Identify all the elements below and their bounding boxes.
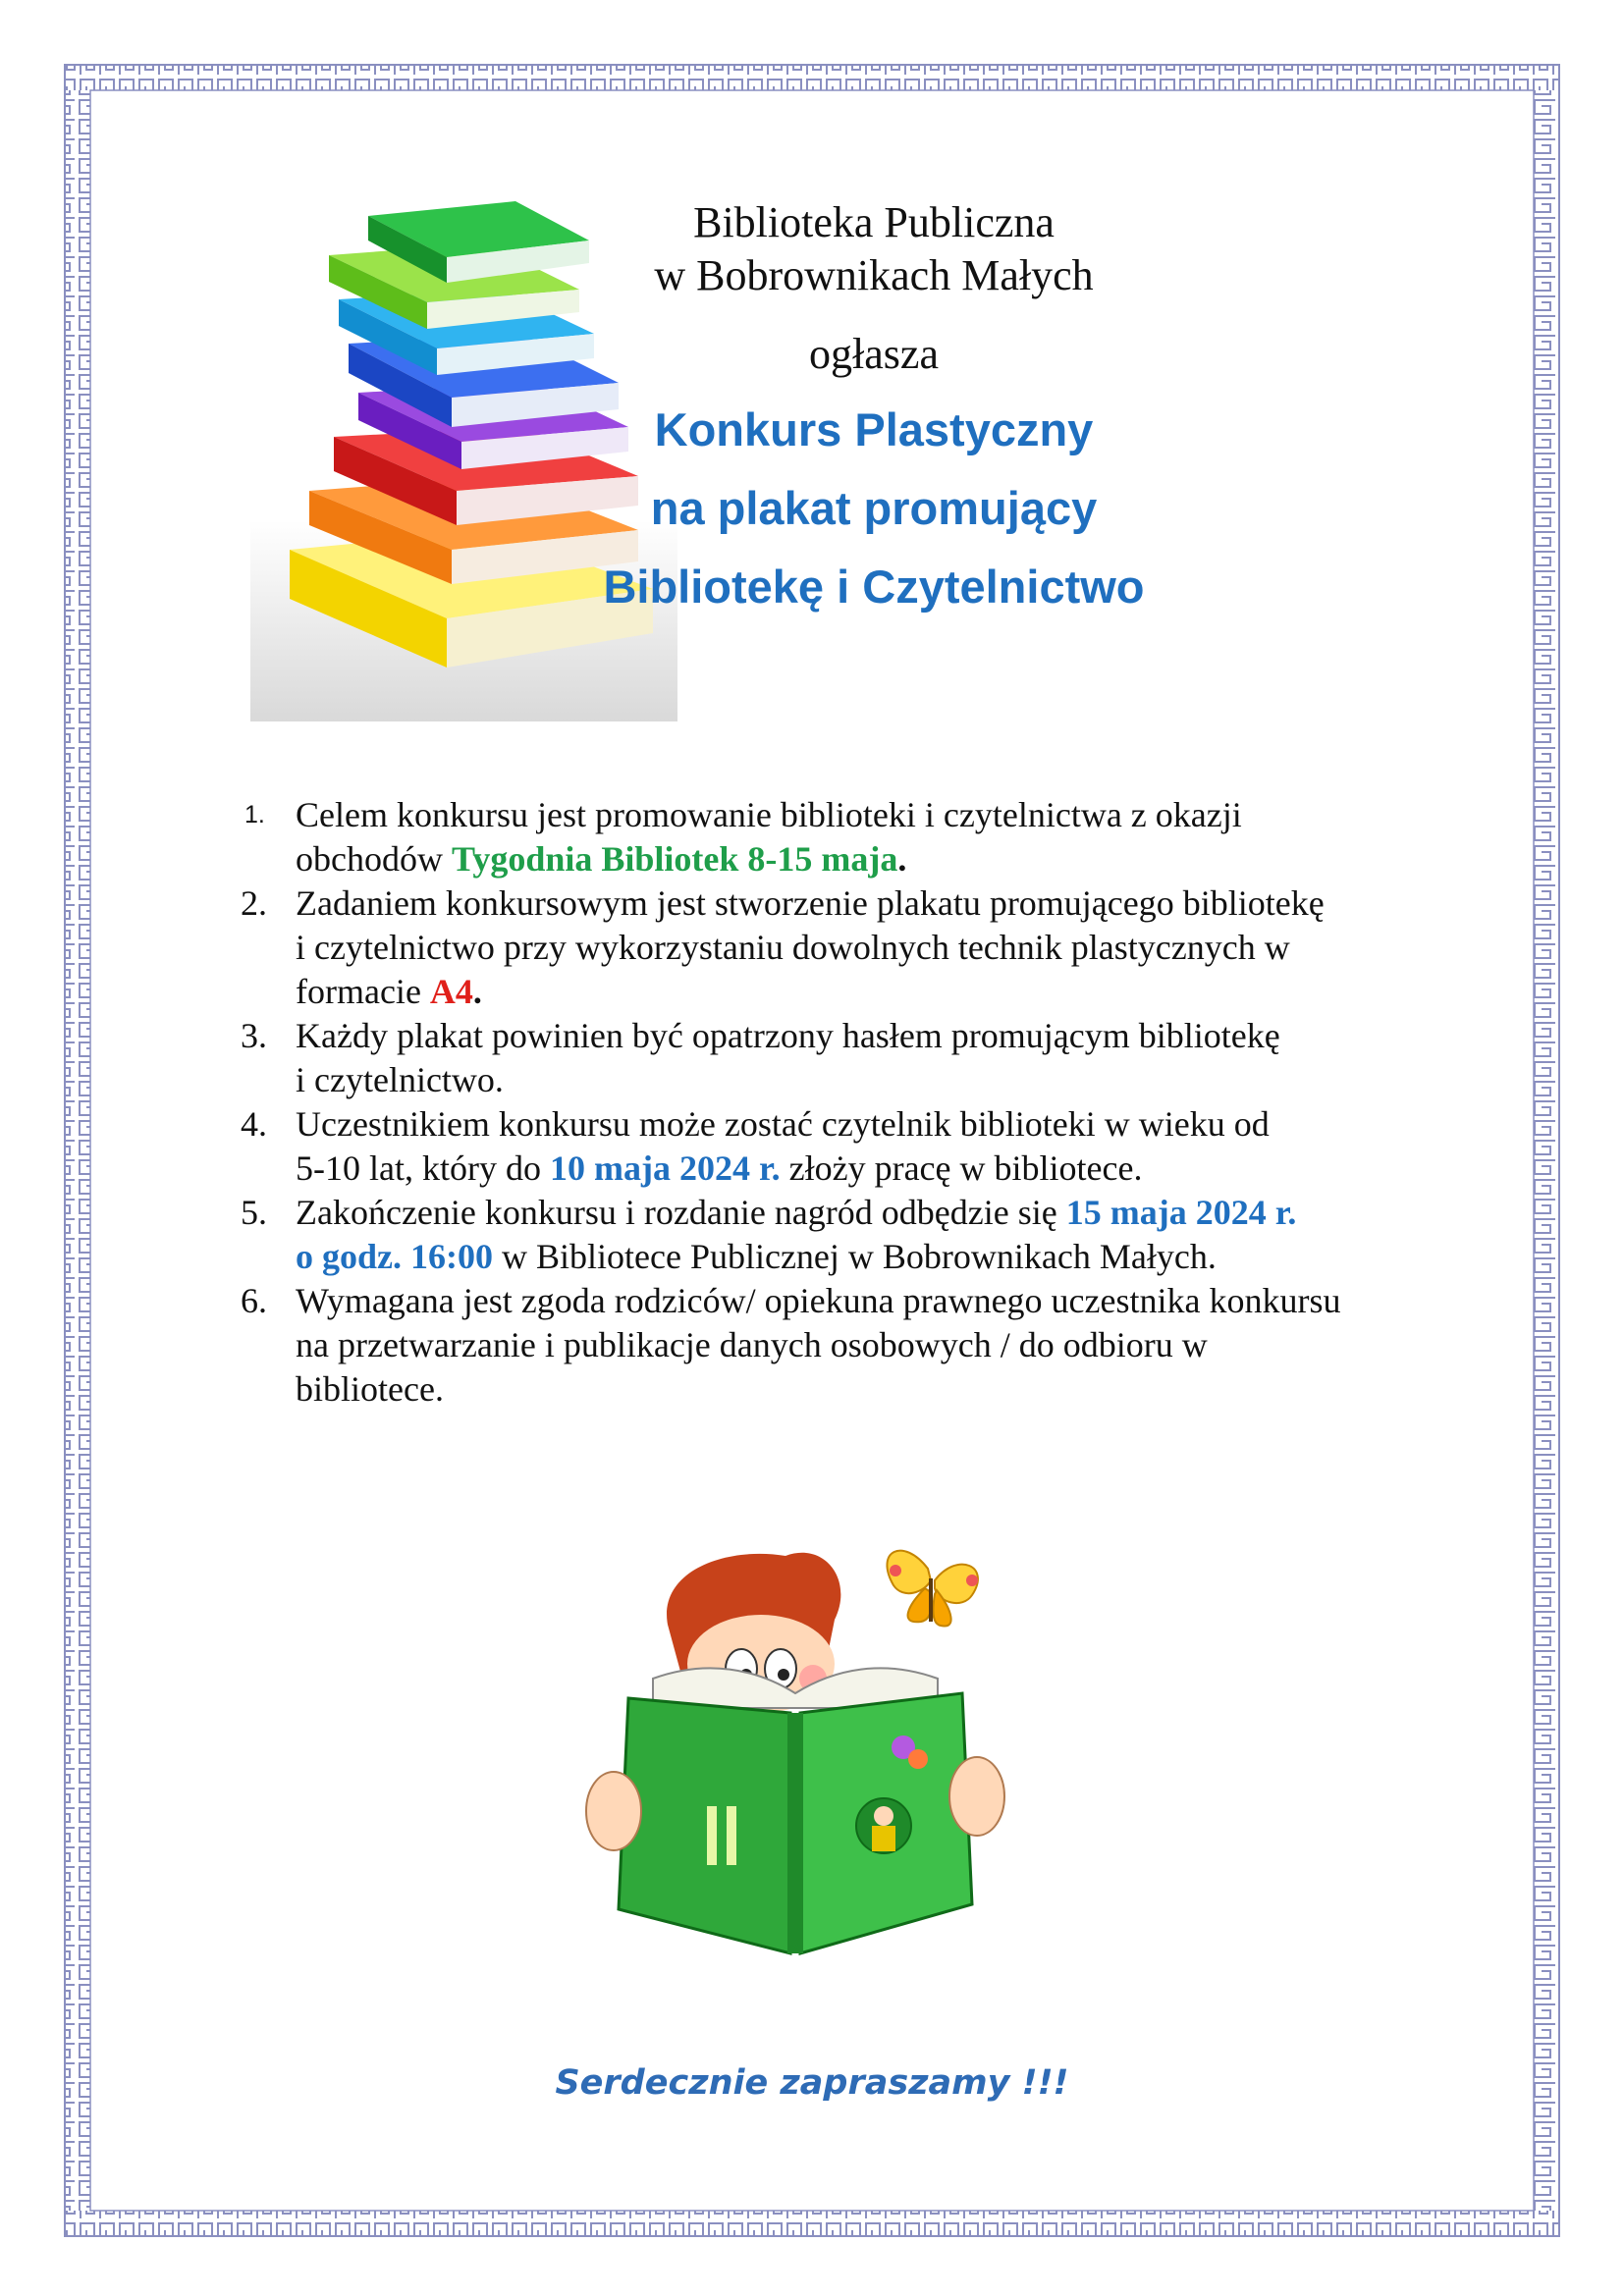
rule-text: na przetwarzanie i publikacje danych osobowych / do odbioru w — [296, 1325, 1208, 1364]
contest-rules-list — [241, 793, 1468, 1412]
rule-number: 3. — [241, 1016, 267, 1055]
rule-highlight: 10 maja 2024 r. — [549, 1148, 781, 1188]
library-name: Biblioteka Publiczna — [693, 198, 1055, 246]
rule-item-3 — [241, 1014, 1468, 1102]
rule-number: 5. — [241, 1193, 267, 1232]
rule-number: 4. — [241, 1104, 267, 1144]
rule-text: bibliotece. — [296, 1369, 444, 1409]
rule-text: 5-10 lat, który do — [296, 1148, 550, 1188]
butterfly-icon — [887, 1551, 978, 1627]
rule-highlight: A4 — [429, 972, 473, 1011]
rule-item-2 — [241, 881, 1468, 1014]
rule-text: . — [897, 839, 907, 879]
rule-text: formacie — [296, 972, 430, 1011]
rule-number: 6. — [241, 1281, 267, 1320]
boy-reading-image — [560, 1531, 1031, 1963]
closing-invitation: Serdecznie zapraszamy !!! — [555, 2063, 1069, 2103]
rule-text: złoży pracę w bibliotece. — [780, 1148, 1143, 1188]
rule-text: Każdy plakat powinien być opatrzony hasłem promującym bibliotekę — [296, 1016, 1280, 1055]
rule-text: . — [472, 972, 482, 1011]
announce-word: ogłasza — [809, 330, 939, 378]
rule-text: w Bibliotece Publicznej w Bobrownikach Małych. — [493, 1237, 1217, 1276]
rule-item-4 — [241, 1102, 1468, 1191]
rule-highlight: 15 maja 2024 r. — [1065, 1193, 1297, 1232]
rule-text: Celem konkursu jest promowanie biblioteki i czytelnictwa z okazji — [296, 795, 1242, 834]
rule-item-5 — [241, 1191, 1468, 1279]
rule-highlight: o godz. 16:00 — [296, 1237, 493, 1276]
contest-title-line-1: Konkurs Plastyczny — [654, 403, 1094, 455]
contest-title-line-3: Bibliotekę i Czytelnictwo — [603, 561, 1145, 613]
rule-highlight: Tygodnia Bibliotek 8-15 maja — [451, 839, 898, 879]
library-location: w Bobrownikach Małych — [654, 251, 1094, 299]
rule-number: 1. — [244, 801, 265, 828]
rule-text: Zadaniem konkursowym jest stworzenie plakatu promującego bibliotekę — [296, 883, 1325, 923]
rule-text: Zakończenie konkursu i rozdanie nagród odbędzie się — [296, 1193, 1066, 1232]
contest-title-line-2: na plakat promujący — [650, 482, 1098, 534]
rule-number: 2. — [241, 883, 267, 923]
header-block — [432, 196, 1316, 614]
rule-text: i czytelnictwo przy wykorzystaniu dowolnych technik plastycznych w — [296, 928, 1290, 967]
rule-text: Wymagana jest zgoda rodziców/ opiekuna prawnego uczestnika konkursu — [296, 1281, 1341, 1320]
rule-text: obchodów — [296, 839, 452, 879]
rule-text: Uczestnikiem konkursu może zostać czytelnik biblioteki w wieku od — [296, 1104, 1270, 1144]
rule-item-1 — [241, 793, 1468, 881]
rule-text: i czytelnictwo. — [296, 1060, 504, 1099]
rule-item-6 — [241, 1279, 1468, 1412]
